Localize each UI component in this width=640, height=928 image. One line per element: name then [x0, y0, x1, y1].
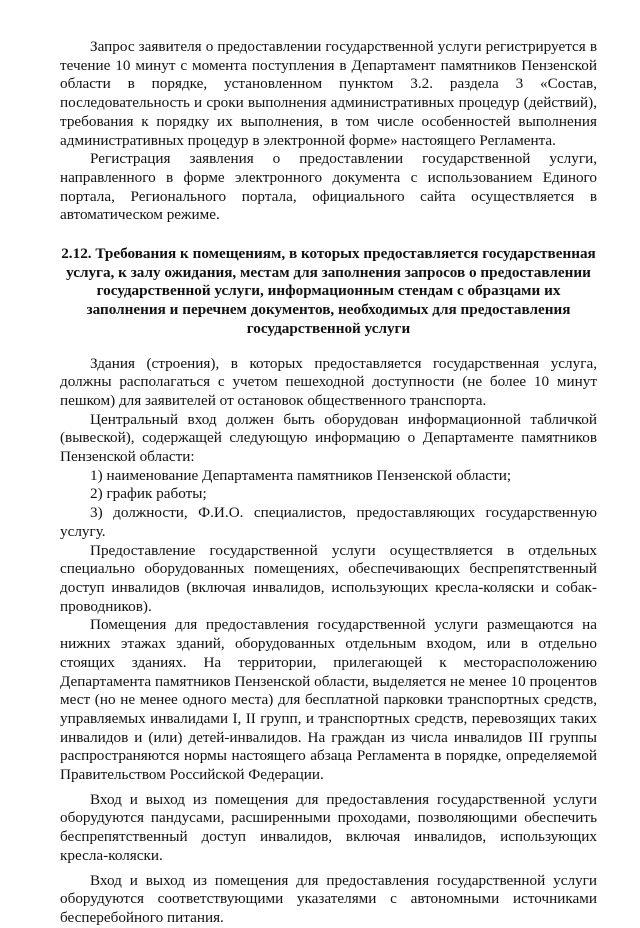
paragraph-request-registration: Запрос заявителя о предоставлении государственной услуги регистрируется в течение 10 минут с момента поступления в Департамент памятников Пензенской области в порядке, установленном пунктом 3.2. раздела 3 «Состав, последовательность и сроки выполнения административных процедур (действий), требования к порядку их выполнения, в том числе особенностей выполнения административных процедур в электронной форме» настоящего Регламента. [60, 38, 597, 149]
paragraph-entrance-sign: Центральный вход должен быть оборудован информационной табличкой (вывеской), содержащей следующую информацию о Департаменте памятников Пензенской области: [60, 410, 597, 466]
paragraph-ramps: Вход и выход из помещения для предоставления государственной услуги оборудуются пандусами, расширенными проходами, позволяющими обеспечить беспрепятственный доступ инвалидов, включая инвалидов, использующих кресла-коляски. [60, 790, 597, 864]
paragraph-accessible-premises: Предоставление государственной услуги осуществляется в отдельных специально оборудованных помещениях, обеспечивающих беспрепятственный доступ инвалидов (включая инвалидов, использующих кресла-коляски и собак-проводников). [60, 541, 597, 615]
list-item-staff: 3) должности, Ф.И.О. специалистов, предоставляющих государственную услугу. [60, 504, 597, 540]
paragraph-parking: Помещения для предоставления государственной услуги размещаются на нижних этажах зданий, оборудованных отдельным входом, или в отдельно стоящих зданиях. На территории, прилегающей к месторасположению Департамента памятников Пензенской области, выделяется не менее 10 процентов мест (но не менее одного места) для бесплатной парковки транспортных средств, управляемых инвалидами I, II групп, и транспортных средств, перевозящих таких инвалидов и (или) детей-инвалидов. На граждан из числа инвалидов III группы распространяются нормы настоящего абзаца Регламента в порядке, определяемой Правительством Российской Федерации. [60, 616, 597, 784]
list-item-name: 1) наименование Департамента памятников Пензенской области; [90, 466, 512, 484]
section-heading: 2.12. Требования к помещениям, в которых предоставляется государственная услуга, к залу ожидания, местам для заполнения запросов о предоставлении государственной услуги, информационным стендам с образцами их заполнения и перечнем документов, необходимых для предоставления государственной услуги [61, 245, 596, 337]
paragraph-building-location: Здания (строения), в которых предоставляется государственная услуга, должны располагаться с учетом пешеходной доступности (не более 10 минут пешком) для заявителей от остановок общественного транспорта. [60, 354, 597, 409]
list-item-schedule: 2) график работы; [90, 485, 207, 503]
paragraph-electronic-registration: Регистрация заявления о предоставлении государственной услуги, направленного в форме электронного документа с использованием Единого портала, Регионального портала, официального сайта осуществляется в автоматическом режиме. [60, 150, 597, 224]
paragraph-signage-power: Вход и выход из помещения для предоставления государственной услуги оборудуются соответствующими указателями с автономными источниками бесперебойного питания. [60, 871, 597, 926]
